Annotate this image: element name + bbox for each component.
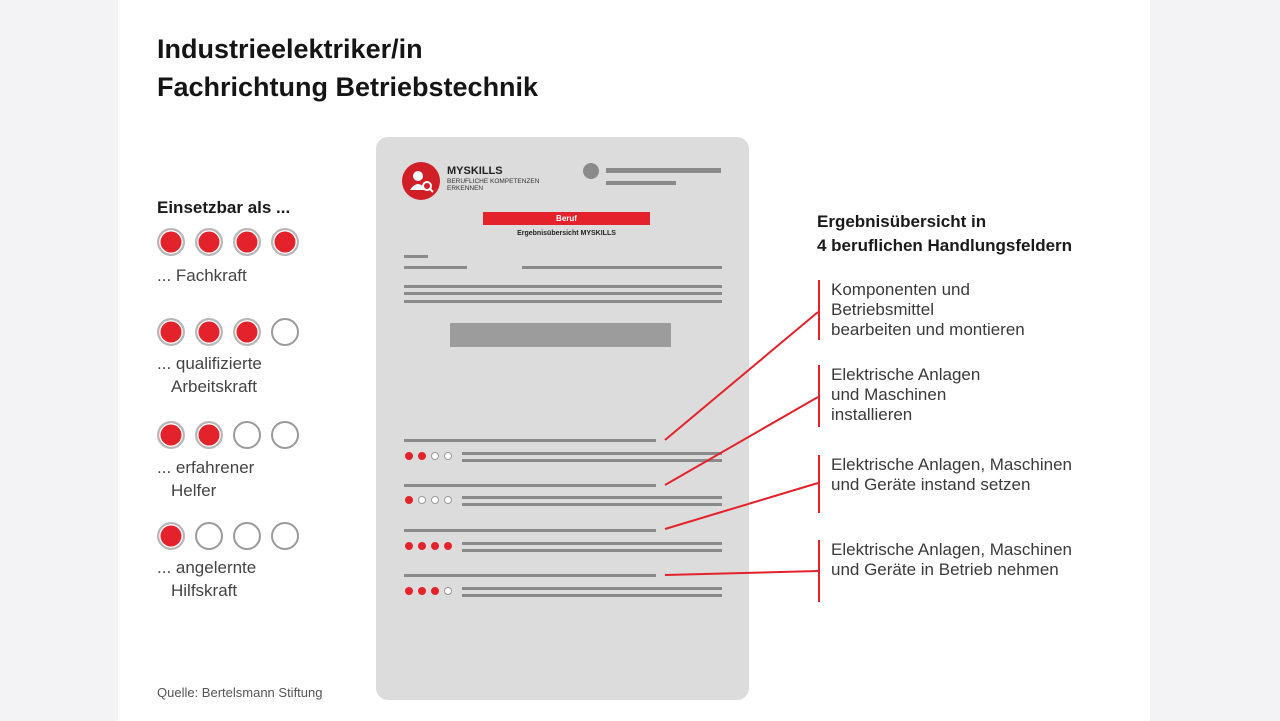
source-note: Quelle: Bertelsmann Stiftung (157, 685, 323, 700)
field-line: Betriebsmittel (831, 300, 934, 319)
fields-heading (817, 210, 1072, 258)
connector-line-2 (665, 397, 818, 485)
legend-label-line1: ... erfahrener (157, 458, 255, 477)
field-line: und Geräte instand setzen (831, 475, 1031, 494)
field-in-betrieb-nehmen (818, 540, 1072, 602)
field-line: Elektrische Anlagen, Maschinen (831, 540, 1072, 559)
title-line-2: Fachrichtung Betriebstechnik (157, 72, 539, 102)
field-instand-setzen (818, 455, 1072, 513)
field-line: Elektrische Anlagen, Maschinen (831, 455, 1072, 474)
beruf-banner: Beruf (483, 212, 650, 225)
legend-label-line1: ... Fachkraft (157, 266, 247, 285)
logo-title: MYSKILLS (447, 165, 503, 177)
legend-label-line1: ... angelernte (157, 558, 257, 577)
connector-line-3 (665, 483, 818, 529)
connector-line-1 (665, 312, 818, 440)
legend-label-line2: Hilfskraft (171, 581, 238, 600)
field-line: und Maschinen (831, 385, 947, 404)
connector-line-4 (665, 571, 818, 575)
legend-label-line1: ... qualifizierte (157, 354, 262, 373)
field-komponenten (818, 280, 1025, 340)
title-line-1: Industrieelektriker/in (157, 34, 423, 64)
field-installieren (818, 365, 980, 427)
document-subtitle: Ergebnisübersicht MYSKILLS (517, 230, 616, 237)
field-line: und Geräte in Betrieb nehmen (831, 560, 1059, 579)
legend-heading: Einsetzbar als ... (157, 198, 291, 217)
logo-subtitle: BERUFLICHE KOMPETENZEN ERKENNEN (447, 178, 540, 192)
fields-heading-line1: Ergebnisübersicht in (817, 212, 987, 231)
field-line: Elektrische Anlagen (831, 365, 981, 384)
field-line: installieren (831, 405, 913, 424)
field-line: bearbeiten und montieren (831, 320, 1025, 339)
fields-heading-line2: 4 beruflichen Handlungsfeldern (817, 236, 1073, 255)
legend-label-line2: Arbeitskraft (171, 377, 257, 396)
field-line: Komponenten und (831, 280, 970, 299)
legend-label-line2: Helfer (171, 481, 217, 500)
